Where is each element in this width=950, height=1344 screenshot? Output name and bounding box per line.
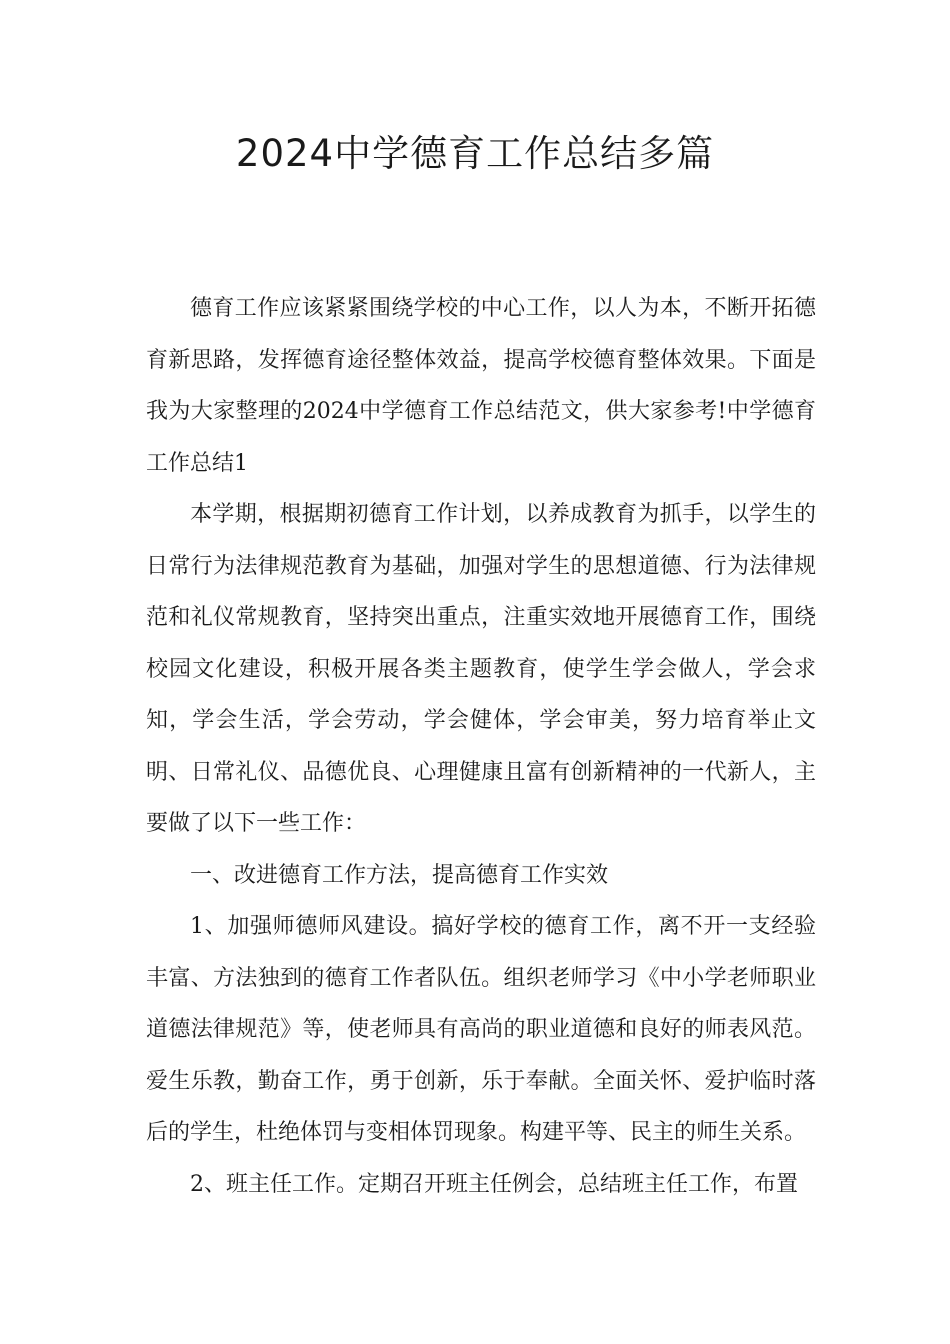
document-body <box>146 283 816 1210</box>
section-heading-1: 一、改进德育工作方法，提高德育工作实效 <box>190 862 609 888</box>
paragraph-intro: 德育工作应该紧紧围绕学校的中心工作，以人为本，不断开拓德育新思路，发挥德育途径整体效益，提高学校德育整体效果。下面是我为大家整理的2024中学德育工作总结范文，供大家参考!中学德育工作总结1 <box>146 296 816 476</box>
paragraph-item-1: 1、加强师德师风建设。搞好学校的德育工作，离不开一支经验丰富、方法独到的德育工作者队伍。组织老师学习《中小学老师职业道德法律规范》等，使老师具有高尚的职业道德和良好的师表风范。爱生乐教，勤奋工作，勇于创新，乐于奉献。全面关怀、爱护临时落后的学生，杜绝体罚与变相体罚现象。构建平等、民主的师生关系。 <box>146 914 816 1145</box>
document-title: 2024中学德育工作总结多篇 <box>235 132 715 175</box>
paragraph-item-2: 2、班主任工作。定期召开班主任例会，总结班主任工作，布置 <box>190 1171 798 1197</box>
paragraph-semester-summary: 本学期，根据期初德育工作计划，以养成教育为抓手，以学生的日常行为法律规范教育为基础，加强对学生的思想道德、行为法律规范和礼仪常规教育，坚持突出重点，注重实效地开展德育工作，围绕校园文化建设，积极开展各类主题教育，使学生学会做人，学会求知，学会生活，学会劳动，学会健体，学会审美，努力培育举止文明、日常礼仪、品德优良、心理健康且富有创新精神的一代新人，主要做了以下一些工作： <box>146 502 816 836</box>
